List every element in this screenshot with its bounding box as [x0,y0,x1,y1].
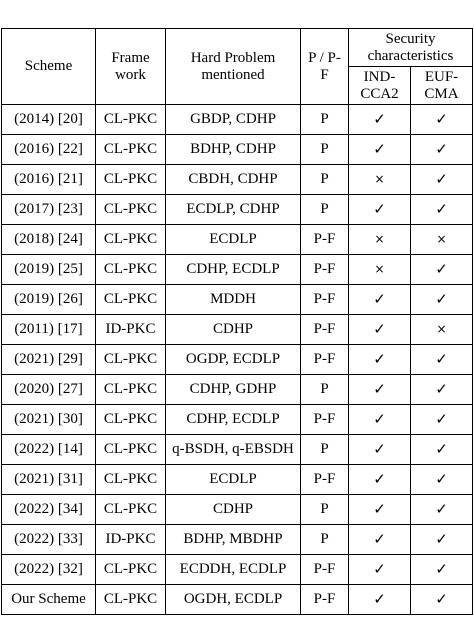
cell-scheme: (2021) [30] [2,405,96,435]
cell-ind-cca2-check-icon: ✓ [349,375,411,405]
cell-framework: CL-PKC [96,555,166,585]
cell-hard-problem: MDDH [166,285,301,315]
cell-ind-cca2-check-icon: ✓ [349,135,411,165]
header-ind-cca2: IND- CCA2 [349,67,411,105]
cell-framework: CL-PKC [96,285,166,315]
cell-framework: CL-PKC [96,135,166,165]
cell-scheme: (2022) [14] [2,435,96,465]
table-row [2,165,473,195]
table-row [2,555,473,585]
cell-euf-cma-check-icon: ✓ [411,165,473,195]
cell-euf-cma-check-icon: ✓ [411,135,473,165]
cell-hard-problem: ECDLP [166,225,301,255]
cell-euf-cma-check-icon: ✓ [411,435,473,465]
cell-framework: CL-PKC [96,225,166,255]
cell-euf-cma-check-icon: ✓ [411,405,473,435]
cell-p-pf: P-F [301,465,349,495]
cell-p-pf: P [301,525,349,555]
table-row [2,465,473,495]
table-row [2,225,473,255]
table-row [2,435,473,465]
cell-ind-cca2-check-icon: ✓ [349,105,411,135]
cell-p-pf: P [301,165,349,195]
cell-scheme: (2020) [27] [2,375,96,405]
cell-hard-problem: CDHP [166,315,301,345]
cell-ind-cca2-check-icon: ✓ [349,465,411,495]
cell-p-pf: P-F [301,255,349,285]
header-hard-problem: Hard Problem mentioned [166,29,301,105]
cell-euf-cma-check-icon: ✓ [411,195,473,225]
table-row [2,405,473,435]
cell-scheme: (2021) [29] [2,345,96,375]
cell-framework: CL-PKC [96,495,166,525]
cell-hard-problem: CDHP, ECDLP [166,255,301,285]
cell-ind-cca2-check-icon: ✓ [349,315,411,345]
comparison-table [1,28,473,615]
cell-scheme: (2021) [31] [2,465,96,495]
table-row [2,135,473,165]
cell-scheme: (2022) [34] [2,495,96,525]
cell-ind-cca2-check-icon: ✓ [349,525,411,555]
header-framework: Frame work [96,29,166,105]
cell-hard-problem: ECDDH, ECDLP [166,555,301,585]
cell-euf-cma-check-icon: ✓ [411,105,473,135]
cell-framework: ID-PKC [96,525,166,555]
cell-ind-cca2-check-icon: ✓ [349,285,411,315]
cell-p-pf: P-F [301,345,349,375]
cell-framework: CL-PKC [96,585,166,615]
cell-p-pf: P [301,375,349,405]
cell-scheme: (2017) [23] [2,195,96,225]
cell-euf-cma-check-icon: ✓ [411,525,473,555]
cell-scheme: (2022) [32] [2,555,96,585]
cell-p-pf: P [301,495,349,525]
cell-framework: CL-PKC [96,105,166,135]
table-row [2,315,473,345]
cell-euf-cma-check-icon: ✓ [411,285,473,315]
cell-scheme: (2022) [33] [2,525,96,555]
cell-framework: CL-PKC [96,255,166,285]
cell-p-pf: P-F [301,315,349,345]
cell-euf-cma-check-icon: ✓ [411,585,473,615]
cell-p-pf: P-F [301,555,349,585]
cell-framework: CL-PKC [96,345,166,375]
cell-hard-problem: CDHP, GDHP [166,375,301,405]
cell-hard-problem: ECDLP [166,465,301,495]
cell-euf-cma-check-icon: ✓ [411,255,473,285]
cell-hard-problem: OGDH, ECDLP [166,585,301,615]
cell-ind-cca2-check-icon: ✓ [349,585,411,615]
cell-p-pf: P-F [301,585,349,615]
cell-hard-problem: ECDLP, CDHP [166,195,301,225]
cell-p-pf: P-F [301,285,349,315]
cell-euf-cma-check-icon: ✓ [411,495,473,525]
table-row [2,525,473,555]
cell-scheme: (2016) [21] [2,165,96,195]
cell-euf-cma-cross-icon: × [411,315,473,345]
cell-framework: CL-PKC [96,375,166,405]
table-row [2,105,473,135]
cell-p-pf: P [301,195,349,225]
cell-ind-cca2-check-icon: ✓ [349,555,411,585]
comparison-table-container [1,28,473,615]
cell-euf-cma-check-icon: ✓ [411,555,473,585]
header-euf-cma: EUF- CMA [411,67,473,105]
cell-p-pf: P-F [301,225,349,255]
cell-p-pf: P-F [301,405,349,435]
cell-hard-problem: CBDH, CDHP [166,165,301,195]
cell-scheme: (2016) [22] [2,135,96,165]
cell-p-pf: P [301,435,349,465]
table-row [2,285,473,315]
cell-hard-problem: CDHP [166,495,301,525]
cell-ind-cca2-check-icon: ✓ [349,495,411,525]
cell-hard-problem: BDHP, CDHP [166,135,301,165]
cell-euf-cma-check-icon: ✓ [411,465,473,495]
table-body [2,105,473,615]
cell-ind-cca2-check-icon: ✓ [349,405,411,435]
cell-ind-cca2-cross-icon: × [349,165,411,195]
cell-hard-problem: q-BSDH, q-EBSDH [166,435,301,465]
cell-framework: CL-PKC [96,405,166,435]
table-row [2,345,473,375]
table-row [2,585,473,615]
cell-scheme: (2019) [26] [2,285,96,315]
cell-hard-problem: CDHP, ECDLP [166,405,301,435]
table-row [2,495,473,525]
cell-framework: CL-PKC [96,435,166,465]
cell-ind-cca2-check-icon: ✓ [349,345,411,375]
cell-framework: CL-PKC [96,165,166,195]
header-p-pf: P / P- F [301,29,349,105]
cell-ind-cca2-check-icon: ✓ [349,195,411,225]
cell-ind-cca2-check-icon: ✓ [349,435,411,465]
cell-euf-cma-check-icon: ✓ [411,375,473,405]
table-row [2,375,473,405]
cell-framework: CL-PKC [96,195,166,225]
header-security-characteristics: Security characteristics [349,29,473,67]
cell-p-pf: P [301,135,349,165]
cell-scheme: Our Scheme [2,585,96,615]
cell-scheme: (2011) [17] [2,315,96,345]
table-row [2,255,473,285]
cell-euf-cma-check-icon: ✓ [411,345,473,375]
cell-framework: CL-PKC [96,465,166,495]
table-header [2,29,473,105]
cell-p-pf: P [301,105,349,135]
table-row [2,195,473,225]
cell-scheme: (2019) [25] [2,255,96,285]
header-scheme: Scheme [2,29,96,105]
cell-scheme: (2014) [20] [2,105,96,135]
cell-hard-problem: BDHP, MBDHP [166,525,301,555]
cell-ind-cca2-cross-icon: × [349,225,411,255]
cell-hard-problem: GBDP, CDHP [166,105,301,135]
cell-euf-cma-cross-icon: × [411,225,473,255]
cell-hard-problem: OGDP, ECDLP [166,345,301,375]
cell-ind-cca2-cross-icon: × [349,255,411,285]
cell-scheme: (2018) [24] [2,225,96,255]
cell-framework: ID-PKC [96,315,166,345]
